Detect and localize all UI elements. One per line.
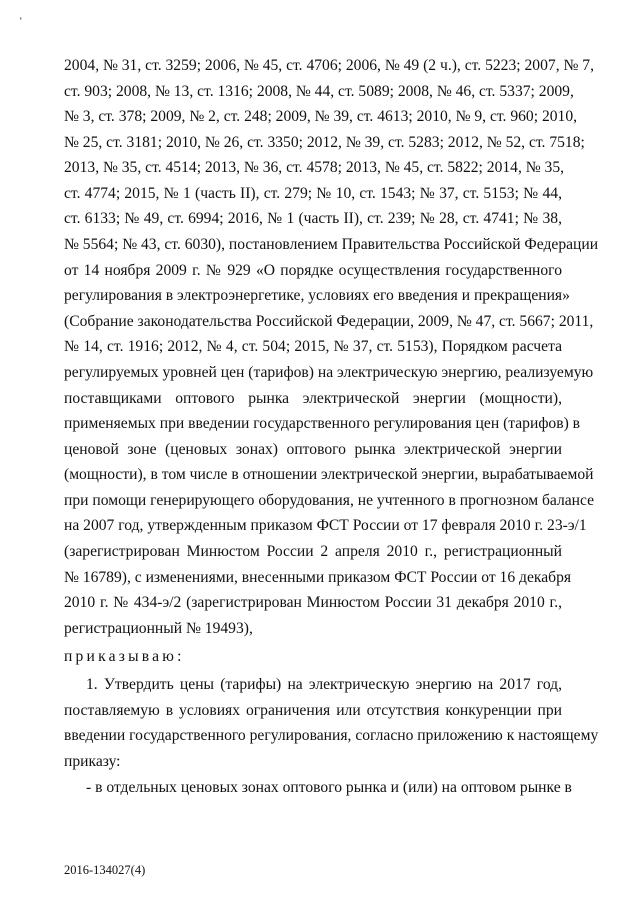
body-text-line: применяемых при введении государственного регулирования цен (тарифов) в	[64, 415, 581, 432]
body-text-line: № 3, ст. 378; 2009, № 2, ст. 248; 2009, № 39, ст. 4613; 2010, № 9, ст. 960; 2010,	[64, 108, 578, 125]
paragraph-1-line: поставляемую в условиях ограничения или отсутствия конкуренции при	[64, 702, 562, 719]
body-text-line: 2010 г. № 434-э/2 (зарегистрирован Минюстом России 31 декабря 2010 г.,	[64, 594, 562, 611]
footer-document-code: 2016-134027(4)	[64, 863, 146, 877]
body-text-line: № 25, ст. 3181; 2010, № 26, ст. 3350; 2012, № 39, ст. 5283; 2012, № 52, ст. 7518;	[64, 134, 585, 151]
body-text-line: № 14, ст. 1916; 2012, № 4, ст. 504; 2015, № 37, ст. 5153), Порядком расчета	[64, 338, 562, 355]
body-text-line: регистрационный № 19493),	[64, 620, 253, 637]
body-text-line: поставщиками оптового рынка электрической энергии (мощности),	[64, 390, 562, 407]
body-text-line: ценовой зоне (ценовых зонах) оптового рынка электрической энергии	[64, 441, 562, 458]
body-text-line: (зарегистрирован Минюстом России 2 апреля 2010 г., регистрационный	[64, 543, 562, 560]
body-text-line: ст. 903; 2008, № 13, ст. 1316; 2008, № 44, ст. 5089; 2008, № 46, ст. 5337; 2009,	[64, 83, 574, 100]
paragraph-1-line: 1. Утвердить цены (тарифы) на электрическую энергию на 2017 год,	[86, 676, 562, 693]
paragraph-1-line: введении государственного регулирования, согласно приложению к настоящему	[64, 727, 599, 744]
body-text-line: ст. 4774; 2015, № 1 (часть II), ст. 279; № 10, ст. 1543; № 37, ст. 5153; № 44,	[64, 185, 562, 202]
paragraph-1-line: приказу:	[64, 753, 121, 770]
body-text-line: ст. 6133; № 49, ст. 6994; 2016, № 1 (часть II), ст. 239; № 28, ст. 4741; № 38,	[64, 210, 562, 227]
body-text-line: от 14 ноября 2009 г. № 929 «О порядке осуществления государственного	[64, 262, 562, 279]
body-text-line: при помощи генерирующего оборудования, не учтенного в прогнозном балансе	[64, 492, 595, 509]
body-text-line: 2004, № 31, ст. 3259; 2006, № 45, ст. 4706; 2006, № 49 (2 ч.), ст. 5223; 2007, № 7,	[64, 57, 594, 74]
body-text-line: (Собрание законодательства Российской Федерации, 2009, № 47, ст. 5667; 2011,	[64, 313, 594, 330]
body-text-line: регулирования в электроэнергетике, условиях его введения и прекращения»	[64, 287, 570, 304]
body-text-line: № 16789), с изменениями, внесенными приказом ФСТ России от 16 декабря	[64, 569, 572, 586]
body-text-line: № 5564; № 43, ст. 6030), постановлением Правительства Российской Федерации	[64, 236, 599, 253]
body-text-line: 2013, № 35, ст. 4514; 2013, № 36, ст. 4578; 2013, № 45, ст. 5822; 2014, № 35,	[64, 159, 565, 176]
corner-mark: ’	[18, 15, 26, 28]
body-text-line: (мощности), в том числе в отношении электрической энергии, вырабатываемой	[64, 466, 594, 483]
body-text-line: регулируемых уровней цен (тарифов) на электрическую энергию, реализуемую	[64, 364, 594, 381]
bullet-item: - в отдельных ценовых зонах оптового рынка и (или) на оптовом рынке в	[86, 779, 572, 796]
body-text-line: на 2007 год, утвержденным приказом ФСТ России от 17 февраля 2010 г. 23-э/1	[64, 517, 587, 534]
order-word: приказываю:	[64, 648, 185, 665]
